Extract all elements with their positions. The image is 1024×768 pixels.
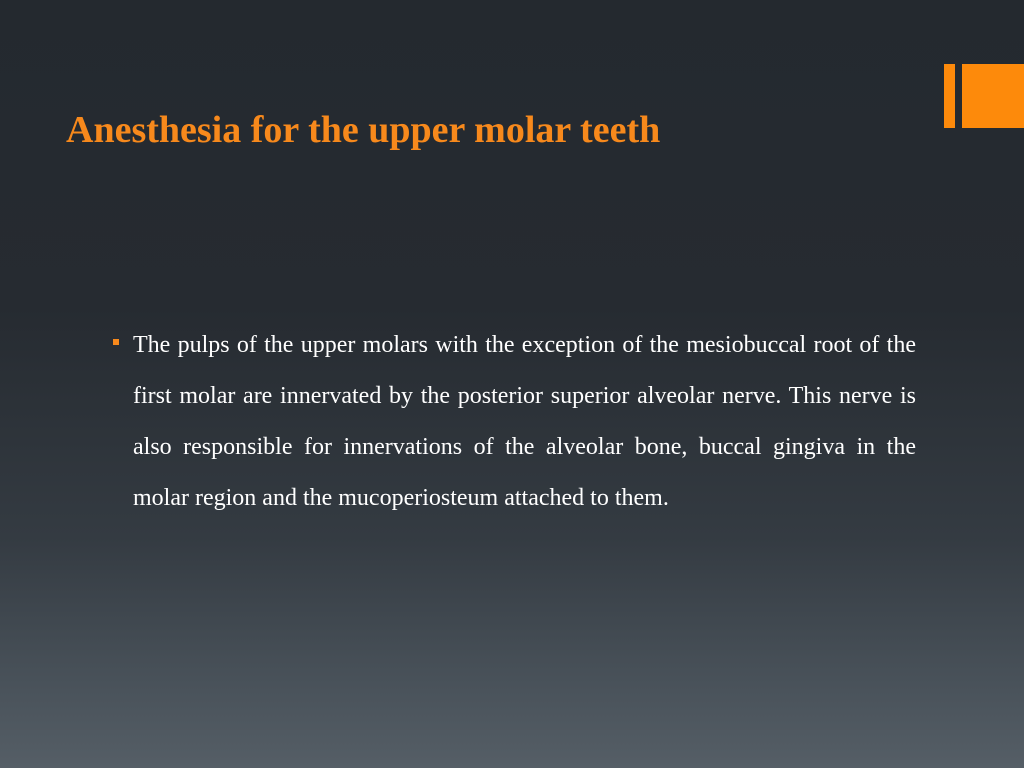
bullet-item	[113, 320, 916, 524]
accent-bar-thick	[962, 64, 1024, 128]
slide-content	[113, 320, 916, 524]
accent-bar-thin	[944, 64, 955, 128]
bullet-text: The pulps of the upper molars with the exception of the mesiobuccal root of the first molar are innervated by the posterior superior alveolar nerve. This nerve is also responsible for innervations of the alveolar bone, buccal gingiva in the molar region and the mucoperiosteum attached to them.	[133, 332, 916, 511]
square-bullet-icon	[113, 339, 119, 345]
slide-title: Anesthesia for the upper molar teeth	[66, 109, 661, 151]
